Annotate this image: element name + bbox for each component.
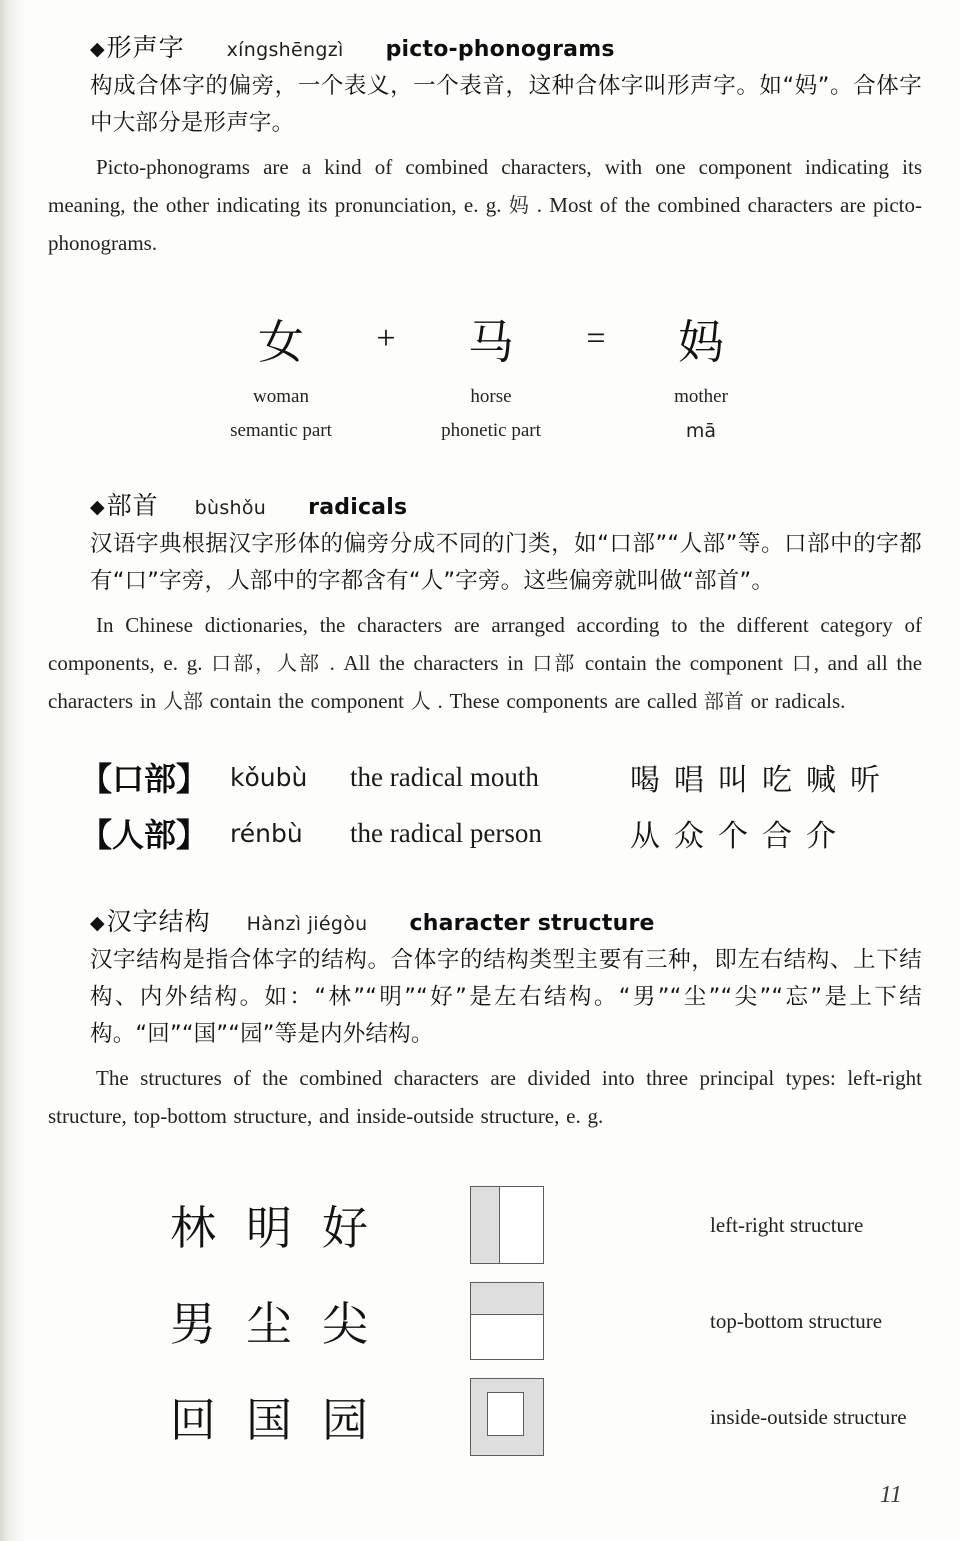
section-title-chinese: 形声字 (106, 33, 185, 62)
section-heading-picto-phonograms (40, 28, 922, 64)
structure-box-wrapper (440, 1282, 650, 1360)
radical-pinyin: rénbù (230, 818, 303, 848)
paragraph-chinese-picto: 构成合体字的偏旁，一个表义，一个表音，这种合体字叫形声字。如“妈”。合体字中大部分是形声字。 (90, 73, 922, 136)
label-semantic-meaning: woman (253, 386, 309, 407)
section-title-chinese: 汉字结构 (106, 907, 211, 936)
radical-name-bracketed: 【口部】 (80, 760, 209, 798)
label-phonetic-meaning: horse (470, 386, 512, 407)
english-text-part: In Chinese dictionaries, the characters are arranged according to the different category of components, e. g. (48, 613, 922, 675)
radical-row (40, 810, 922, 856)
spacer (341, 420, 431, 442)
structure-label: left-right structure (710, 1212, 864, 1237)
english-text-part: or radicals. (743, 689, 846, 713)
section-title-english: picto-phonograms (385, 37, 615, 62)
inline-chinese-char: 妈 (508, 193, 530, 217)
label-phonetic-role: phonetic part (441, 420, 541, 441)
radical-english: the radical person (350, 817, 542, 848)
radical-example-characters: 喝唱叫吃喊听 (630, 763, 894, 798)
label-result-pinyin: mā (685, 420, 717, 442)
section-title-pinyin: bùshǒu (194, 497, 267, 519)
english-text-part: . These components are called (430, 689, 704, 713)
radical-row (40, 754, 922, 800)
paragraph-chinese-structure: 汉字结构是指合体字的结构。合体字的结构类型主要有三种，即左右结构、上下结构、内外结构。如：“林”“明”“好”是左右结构。“男”“尘”“尖”“忘”是上下结构。“回”“国”“园”等是内外结构。 (90, 947, 922, 1047)
shaded-top-half (471, 1283, 543, 1315)
english-text-part: . All the characters in (320, 651, 533, 675)
paragraph-chinese-radicals: 汉语字典根据汉字形体的偏旁分成不同的门类，如“口部”“人部”等。口部中的字都有“口”字旁，人部中的字都含有“人”字旁。这些偏旁就叫做“部首”。 (90, 531, 922, 594)
structure-row-inside-outside (40, 1369, 922, 1465)
radical-examples-block (40, 754, 922, 856)
structure-label: top-bottom structure (710, 1308, 883, 1333)
label-semantic-role: semantic part (230, 420, 332, 441)
formula-characters-row (40, 306, 922, 372)
structure-example-characters: 男尘尖 (170, 1297, 398, 1351)
structure-diagram-block (40, 1177, 922, 1465)
spacer (341, 386, 431, 408)
english-text-part: , and all the characters in (48, 651, 923, 713)
structure-example-characters: 林明好 (170, 1201, 398, 1255)
radical-name-bracketed: 【人部】 (80, 816, 209, 854)
structure-box-wrapper (440, 1378, 650, 1456)
section-title-chinese: 部首 (106, 491, 159, 520)
structure-example-characters: 回国园 (170, 1393, 398, 1447)
formula-result-character: 妈 (678, 315, 724, 369)
inline-chinese-char: 人 (410, 689, 431, 713)
english-text-part: Picto-phonograms are a kind of combined characters, with one component indicating its meaning, the other indicating its pronunciation, e. g. (48, 155, 922, 217)
section-heading-character-structure (40, 902, 922, 938)
formula-meaning-labels-row (40, 386, 922, 408)
inline-chinese-text: 人部 (162, 689, 203, 713)
plus-operator: + (376, 320, 396, 357)
formula-phonetic-character: 马 (468, 315, 514, 369)
character-formula-diagram (40, 306, 922, 446)
label-result-meaning: mother (674, 386, 728, 407)
page-number: 11 (879, 1482, 902, 1508)
equals-operator: = (586, 320, 606, 357)
radical-english: the radical mouth (350, 761, 539, 792)
diamond-bullet-icon: ◆ (90, 913, 105, 934)
inline-chinese-text: 口部 (532, 651, 577, 675)
section-title-pinyin: Hànzì jiégòu (246, 913, 368, 935)
formula-role-labels-row (40, 420, 922, 442)
spacer (551, 386, 641, 408)
inline-chinese-text: 部首 (703, 689, 744, 713)
page-content (40, 28, 922, 1465)
structure-row-left-right (40, 1177, 922, 1273)
inside-outside-structure-box-icon (470, 1378, 544, 1456)
section-title-pinyin: xíngshēngzì (226, 39, 344, 61)
section-title-english: radicals (308, 495, 408, 520)
structure-row-top-bottom (40, 1273, 922, 1369)
inline-chinese-char: 口 (791, 651, 814, 675)
spacer (551, 420, 641, 442)
english-text-part: contain the component (576, 651, 792, 675)
shaded-left-half (471, 1187, 500, 1263)
top-bottom-structure-box-icon (470, 1282, 544, 1360)
diamond-bullet-icon: ◆ (90, 39, 105, 60)
english-text-part: . Most of the combined characters are picto-phonograms. (48, 193, 922, 255)
paragraph-english-picto (40, 148, 922, 262)
formula-semantic-character: 女 (258, 315, 304, 369)
radical-example-characters: 从众个合介 (630, 819, 850, 854)
inner-white-square (487, 1392, 524, 1436)
section-heading-radicals (40, 486, 922, 522)
paragraph-english-radicals (40, 606, 922, 720)
english-text-part: contain the component (202, 689, 411, 713)
structure-box-wrapper (440, 1186, 650, 1264)
diamond-bullet-icon: ◆ (90, 497, 105, 518)
section-title-english: character structure (409, 911, 655, 936)
structure-label: inside-outside structure (710, 1404, 907, 1429)
paragraph-english-structure: The structures of the combined characters are divided into three principal types: left-right structure, top-bottom structure, and inside-outside structure, e. g. (48, 1066, 922, 1128)
inline-chinese-text: 口部，人部 (211, 651, 321, 675)
left-right-structure-box-icon (470, 1186, 544, 1264)
radical-pinyin: kǒubù (230, 762, 308, 792)
